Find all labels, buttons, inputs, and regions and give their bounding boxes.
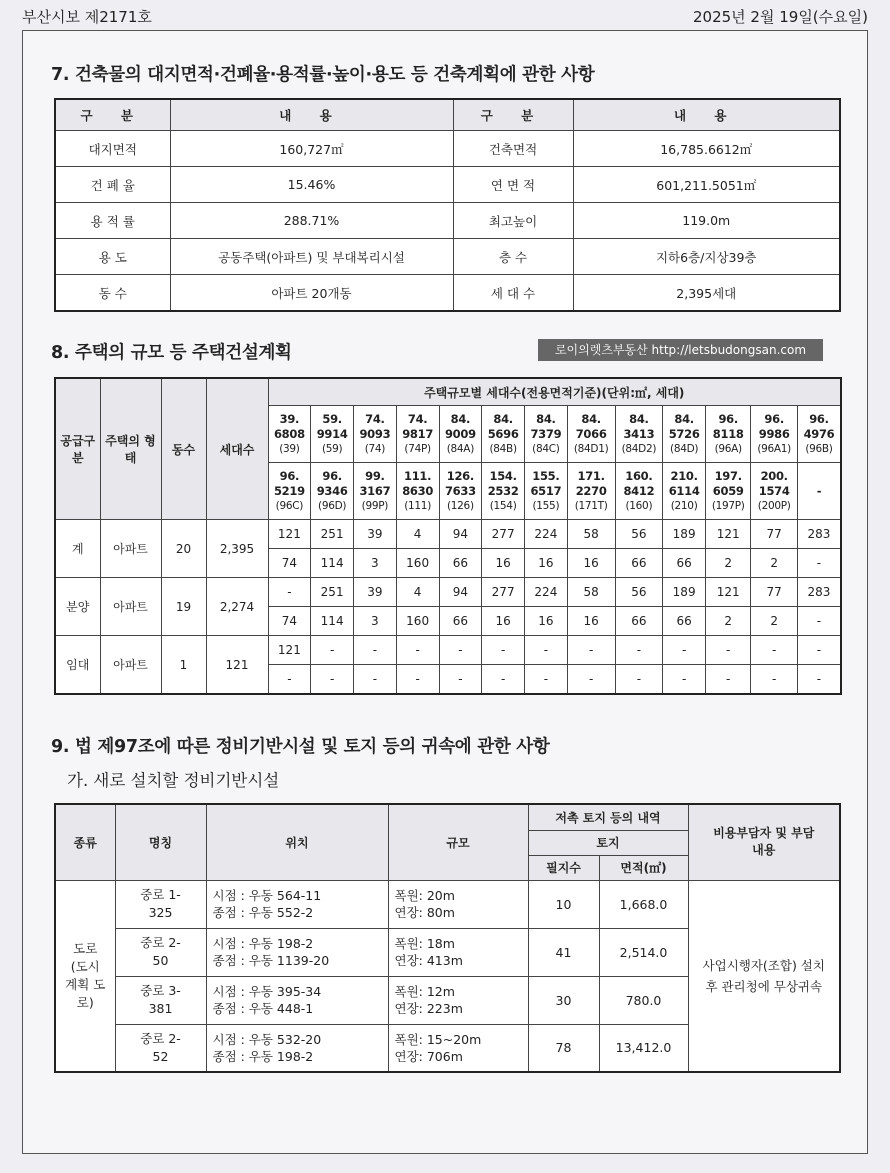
size-code: (74P) bbox=[404, 442, 431, 455]
area-header: 면적(㎡) bbox=[599, 855, 688, 880]
unit-count-cell: 189 bbox=[663, 520, 706, 549]
unit-count-cell: 224 bbox=[525, 578, 568, 607]
kind-header: 종류 bbox=[55, 804, 115, 880]
size-header-cell bbox=[525, 463, 568, 520]
unit-count-cell: 77 bbox=[751, 578, 798, 607]
size-area-dec: 8630 bbox=[402, 483, 434, 498]
cell-label: 대지면적 bbox=[55, 131, 170, 167]
size-code: (84C) bbox=[532, 442, 560, 455]
unit-count-cell: 16 bbox=[567, 607, 615, 636]
type-label: 아파트 bbox=[100, 578, 161, 636]
road-width: 폭원: 15~20m bbox=[394, 1031, 482, 1047]
size-area-dec: 8412 bbox=[623, 483, 655, 498]
size-header-cell bbox=[797, 406, 841, 463]
unit-count-cell: - bbox=[396, 665, 439, 695]
housing-scale-table bbox=[54, 377, 842, 695]
size-header-cell bbox=[482, 406, 525, 463]
road-name: 중로 2-50 bbox=[115, 928, 206, 976]
size-code: (126) bbox=[447, 499, 474, 512]
size-code: (84D) bbox=[670, 442, 699, 455]
size-area-dec: 9817 bbox=[402, 426, 434, 441]
unit-count-cell: - bbox=[615, 636, 663, 665]
unit-count-cell: 66 bbox=[439, 607, 482, 636]
unit-count-cell: - bbox=[268, 578, 311, 607]
unit-count-cell: - bbox=[354, 636, 397, 665]
unit-count-cell: 283 bbox=[797, 578, 841, 607]
unit-count-cell: 16 bbox=[482, 607, 525, 636]
size-header-cell bbox=[663, 406, 706, 463]
road-name: 중로 1-325 bbox=[115, 880, 206, 928]
unit-count-cell: - bbox=[797, 665, 841, 695]
size-area-dec: 9346 bbox=[316, 483, 348, 498]
size-code: (96B) bbox=[805, 442, 833, 455]
size-code: (99P) bbox=[361, 499, 389, 512]
size-code: (74) bbox=[364, 442, 386, 455]
size-area-int: 59. bbox=[322, 411, 342, 426]
size-area-dec: 5696 bbox=[487, 426, 519, 441]
unit-count-cell: 224 bbox=[525, 520, 568, 549]
size-header-cell bbox=[354, 406, 397, 463]
dong-header: 동수 bbox=[161, 378, 206, 520]
road-width: 폭원: 20m bbox=[394, 888, 455, 903]
supply-label: 계 bbox=[55, 520, 100, 578]
unit-count-cell: 114 bbox=[311, 607, 354, 636]
parcel-count: 78 bbox=[528, 1024, 599, 1072]
road-length: 연장: 413m bbox=[394, 953, 463, 968]
end-point: 종점 : 우동 448-1 bbox=[212, 1001, 314, 1016]
cell-value: 119.0m bbox=[573, 203, 840, 239]
unit-count-cell: 189 bbox=[663, 578, 706, 607]
cell-label: 동 수 bbox=[55, 275, 170, 312]
type-header: 주택의 형태 bbox=[100, 378, 161, 520]
size-area-int: 111. bbox=[404, 468, 432, 483]
unit-count-cell: 160 bbox=[396, 549, 439, 578]
unit-count-cell: 16 bbox=[567, 549, 615, 578]
parcel-count: 30 bbox=[528, 976, 599, 1024]
size-area-int: 84. bbox=[581, 411, 601, 426]
end-point: 종점 : 우동 198-2 bbox=[212, 1048, 314, 1064]
size-area-dec: 2532 bbox=[487, 483, 519, 498]
unit-count-cell: 4 bbox=[396, 520, 439, 549]
infrastructure-table bbox=[54, 803, 841, 1073]
col-header: 내 용 bbox=[170, 99, 453, 131]
size-header-cell bbox=[615, 406, 663, 463]
cell-label: 용 도 bbox=[55, 239, 170, 275]
unit-count-cell: 66 bbox=[615, 607, 663, 636]
unit-count-cell: 277 bbox=[482, 520, 525, 549]
size-area-int: 210. bbox=[670, 468, 698, 483]
dong-count: 20 bbox=[161, 520, 206, 578]
parcel-count: 10 bbox=[528, 880, 599, 928]
cell-label: 연 면 적 bbox=[453, 167, 573, 203]
road-location bbox=[206, 928, 388, 976]
unit-count-cell: 74 bbox=[268, 607, 311, 636]
cell-label: 세 대 수 bbox=[453, 275, 573, 312]
size-area-int: 197. bbox=[714, 468, 742, 483]
size-area-int: 84. bbox=[536, 411, 556, 426]
unit-count-cell: 251 bbox=[311, 520, 354, 549]
unit-count-cell: 2 bbox=[706, 549, 751, 578]
size-area-dec: 4976 bbox=[803, 426, 835, 441]
table-row bbox=[55, 131, 840, 167]
unit-count-cell: 74 bbox=[268, 549, 311, 578]
size-code: (59) bbox=[321, 442, 343, 455]
unit-count-cell: 2 bbox=[751, 607, 798, 636]
start-point: 시점 : 우동 564-11 bbox=[212, 888, 322, 903]
gazette-issue: 부산시보 제2171호 bbox=[22, 8, 152, 26]
unit-count-cell: 4 bbox=[396, 578, 439, 607]
size-area-int: 126. bbox=[446, 468, 474, 483]
dong-count: 1 bbox=[161, 636, 206, 695]
land-area: 2,514.0 bbox=[599, 928, 688, 976]
table-row bbox=[55, 520, 841, 549]
size-header-cell bbox=[439, 406, 482, 463]
unit-count-cell: - bbox=[567, 636, 615, 665]
cell-value: 288.71% bbox=[170, 203, 453, 239]
size-code: (111) bbox=[404, 499, 431, 512]
size-area-int: 99. bbox=[365, 468, 385, 483]
unit-count-cell: - bbox=[311, 636, 354, 665]
size-area-dec: 1574 bbox=[758, 483, 790, 498]
size-area-dec: 7066 bbox=[575, 426, 607, 441]
cell-value: 160,727㎡ bbox=[170, 131, 453, 167]
size-area-int: 84. bbox=[674, 411, 694, 426]
cell-label: 용 적 률 bbox=[55, 203, 170, 239]
end-point: 종점 : 우동 1139-20 bbox=[212, 953, 330, 968]
size-code: (96C) bbox=[275, 499, 304, 512]
unit-count-cell: 66 bbox=[663, 607, 706, 636]
section-7-title: 7. 건축물의 대지면적·건폐율·용적률·높이·용도 등 건축계획에 관한 사항 bbox=[51, 65, 595, 85]
size-area-dec: 6517 bbox=[530, 483, 562, 498]
name-header: 명칭 bbox=[115, 804, 206, 880]
size-area-int: 74. bbox=[407, 411, 428, 426]
road-scale bbox=[388, 1024, 528, 1072]
unit-count-cell: - bbox=[797, 549, 841, 578]
land-area: 13,412.0 bbox=[599, 1024, 688, 1072]
unit-count-cell: 2 bbox=[706, 607, 751, 636]
type-label: 아파트 bbox=[100, 520, 161, 578]
table-row bbox=[55, 239, 840, 275]
road-name: 중로 3-381 bbox=[115, 976, 206, 1024]
unit-count-cell: 77 bbox=[751, 520, 798, 549]
size-area-int: 39. bbox=[279, 411, 300, 426]
size-header-cell bbox=[311, 463, 354, 520]
table-row bbox=[55, 578, 841, 607]
parcels-header: 필지수 bbox=[528, 855, 599, 880]
unit-count-cell: 121 bbox=[706, 578, 751, 607]
size-header-cell bbox=[311, 406, 354, 463]
unit-count-cell: 160 bbox=[396, 607, 439, 636]
road-scale bbox=[388, 928, 528, 976]
unit-count-cell: 16 bbox=[525, 549, 568, 578]
size-header-cell bbox=[663, 463, 706, 520]
road-length: 연장: 223m bbox=[394, 1001, 463, 1016]
cell-value: 공동주택(아파트) 및 부대복리시설 bbox=[170, 239, 453, 275]
unit-count-cell: 16 bbox=[525, 607, 568, 636]
size-area-int: 96. bbox=[718, 411, 738, 426]
unit-count-cell: 16 bbox=[482, 549, 525, 578]
cell-value: 2,395세대 bbox=[573, 275, 840, 312]
size-area-int: 171. bbox=[577, 468, 605, 483]
size-code: (155) bbox=[532, 499, 560, 512]
road-width: 폭원: 18m bbox=[394, 936, 455, 951]
section-9-title: 9. 법 제97조에 따른 정비기반시설 및 토지 등의 귀속에 관한 사항 bbox=[51, 737, 550, 757]
size-code: (84B) bbox=[489, 442, 517, 455]
cell-value: 15.46% bbox=[170, 167, 453, 203]
cell-value: 601,211.5051㎡ bbox=[573, 167, 840, 203]
table-row bbox=[55, 167, 840, 203]
road-name: 중로 2-52 bbox=[115, 1024, 206, 1072]
unit-count-cell: 121 bbox=[268, 636, 311, 665]
cell-label: 건축면적 bbox=[453, 131, 573, 167]
unit-count-cell: - bbox=[706, 636, 751, 665]
scale-header: 규모 bbox=[388, 804, 528, 880]
size-code: (84D2) bbox=[621, 442, 657, 455]
size-header-cell bbox=[751, 406, 798, 463]
unit-count-cell: 39 bbox=[354, 520, 397, 549]
facility-kind: 도로 (도시 계획 도로) bbox=[55, 880, 115, 1072]
unit-count-cell: 3 bbox=[354, 549, 397, 578]
watermark-badge: 로이의렛츠부동산 http://letsbudongsan.com bbox=[538, 339, 823, 361]
size-area-dec: 6808 bbox=[273, 426, 305, 441]
cell-value: 지하6층/지상39층 bbox=[573, 239, 840, 275]
size-area-int: - bbox=[816, 483, 822, 498]
size-code: (154) bbox=[489, 499, 517, 512]
size-area-dec: 2270 bbox=[575, 483, 607, 498]
unit-count-cell: 66 bbox=[663, 549, 706, 578]
road-scale bbox=[388, 880, 528, 928]
size-area-dec: 9093 bbox=[359, 426, 391, 441]
unit-count-cell: 121 bbox=[706, 520, 751, 549]
unit-count-cell: 277 bbox=[482, 578, 525, 607]
size-area-int: 96. bbox=[322, 468, 342, 483]
cell-label: 건 폐 율 bbox=[55, 167, 170, 203]
units-header: 세대수 bbox=[206, 378, 268, 520]
size-code: (84D1) bbox=[573, 442, 609, 455]
col-header: 구 분 bbox=[453, 99, 573, 131]
size-header-cell bbox=[797, 463, 841, 520]
scale-header: 주택규모별 세대수(전용면적기준)(단위:㎡, 세대) bbox=[268, 378, 841, 406]
unit-count-cell: 39 bbox=[354, 578, 397, 607]
size-area-dec: 9009 bbox=[444, 426, 476, 441]
cell-label: 최고높이 bbox=[453, 203, 573, 239]
unit-count-cell: 2 bbox=[751, 549, 798, 578]
size-area-int: 84. bbox=[493, 411, 513, 426]
page-header bbox=[22, 6, 868, 28]
unit-count-cell: - bbox=[751, 665, 798, 695]
road-length: 연장: 80m bbox=[394, 905, 455, 920]
size-area-int: 84. bbox=[450, 411, 471, 426]
size-code: (84A) bbox=[446, 442, 474, 455]
size-header-cell bbox=[525, 406, 568, 463]
col-header: 내 용 bbox=[573, 99, 840, 131]
size-code: (197P) bbox=[711, 499, 745, 512]
size-header-cell bbox=[706, 406, 751, 463]
supply-header: 공급구분 bbox=[55, 378, 100, 520]
cell-value: 16,785.6612㎡ bbox=[573, 131, 840, 167]
size-area-int: 96. bbox=[279, 468, 300, 483]
size-area-dec: 3413 bbox=[623, 426, 655, 441]
table-row bbox=[55, 880, 840, 928]
start-point: 시점 : 우동 532-20 bbox=[212, 1031, 322, 1047]
unit-count-cell: 56 bbox=[615, 520, 663, 549]
unit-count-cell: 66 bbox=[439, 549, 482, 578]
road-location bbox=[206, 880, 388, 928]
size-header-cell bbox=[268, 463, 311, 520]
units-count: 121 bbox=[206, 636, 268, 695]
building-plan-table bbox=[54, 98, 841, 312]
size-code: (39) bbox=[279, 442, 300, 455]
size-header-cell bbox=[396, 463, 439, 520]
size-area-int: 155. bbox=[532, 468, 560, 483]
road-location bbox=[206, 1024, 388, 1072]
size-code: (96A) bbox=[714, 442, 742, 455]
unit-count-cell: - bbox=[482, 665, 525, 695]
unit-count-cell: - bbox=[797, 636, 841, 665]
size-area-dec: 7379 bbox=[530, 426, 562, 441]
parcel-count: 41 bbox=[528, 928, 599, 976]
land-header: 토지 bbox=[528, 830, 688, 855]
type-label: 아파트 bbox=[100, 636, 161, 695]
unit-count-cell: 58 bbox=[567, 578, 615, 607]
unit-count-cell: 114 bbox=[311, 549, 354, 578]
size-area-dec: 7633 bbox=[444, 483, 476, 498]
unit-count-cell: - bbox=[751, 636, 798, 665]
size-header-cell bbox=[354, 463, 397, 520]
unit-count-cell: 251 bbox=[311, 578, 354, 607]
size-header-cell bbox=[751, 463, 798, 520]
unit-count-cell: - bbox=[567, 665, 615, 695]
cost-bearer: 사업시행자(조합) 설치 후 관리청에 무상귀속 bbox=[688, 880, 840, 1072]
unit-count-cell: - bbox=[354, 665, 397, 695]
size-code: (171T) bbox=[574, 499, 608, 512]
units-count: 2,395 bbox=[206, 520, 268, 578]
size-code: (200P) bbox=[757, 499, 791, 512]
document-page bbox=[22, 30, 868, 1154]
unit-count-cell: 56 bbox=[615, 578, 663, 607]
size-header-cell bbox=[567, 463, 615, 520]
size-code: (160) bbox=[625, 499, 653, 512]
units-count: 2,274 bbox=[206, 578, 268, 636]
land-area: 1,668.0 bbox=[599, 880, 688, 928]
end-point: 종점 : 우동 552-2 bbox=[212, 905, 314, 920]
size-area-int: 200. bbox=[760, 468, 788, 483]
unit-count-cell: 58 bbox=[567, 520, 615, 549]
size-area-dec: 6114 bbox=[668, 483, 700, 498]
size-area-int: 84. bbox=[629, 411, 649, 426]
table-row bbox=[55, 636, 841, 665]
supply-label: 임대 bbox=[55, 636, 100, 695]
size-code: (96A1) bbox=[757, 442, 791, 455]
size-code: (210) bbox=[670, 499, 698, 512]
road-location bbox=[206, 976, 388, 1024]
location-header: 위치 bbox=[206, 804, 388, 880]
size-header-cell bbox=[706, 463, 751, 520]
unit-count-cell: - bbox=[439, 636, 482, 665]
unit-count-cell: - bbox=[525, 665, 568, 695]
unit-count-cell: - bbox=[615, 665, 663, 695]
land-area: 780.0 bbox=[599, 976, 688, 1024]
size-area-int: 96. bbox=[809, 411, 829, 426]
section-8-title: 8. 주택의 규모 등 주택건설계획 bbox=[51, 343, 292, 363]
unit-count-cell: - bbox=[706, 665, 751, 695]
cell-value: 아파트 20개동 bbox=[170, 275, 453, 312]
unit-count-cell: - bbox=[663, 665, 706, 695]
unit-count-cell: - bbox=[482, 636, 525, 665]
size-header-cell bbox=[482, 463, 525, 520]
unit-count-cell: - bbox=[663, 636, 706, 665]
table-row bbox=[55, 275, 840, 312]
unit-count-cell: - bbox=[396, 636, 439, 665]
unit-count-cell: 3 bbox=[354, 607, 397, 636]
cost-header: 비용부담자 및 부담내용 bbox=[688, 804, 840, 880]
size-area-int: 74. bbox=[365, 411, 385, 426]
road-scale bbox=[388, 976, 528, 1024]
size-area-dec: 9986 bbox=[758, 426, 790, 441]
size-header-cell bbox=[615, 463, 663, 520]
unit-count-cell: 94 bbox=[439, 520, 482, 549]
dong-count: 19 bbox=[161, 578, 206, 636]
size-header-cell bbox=[439, 463, 482, 520]
cell-label: 층 수 bbox=[453, 239, 573, 275]
unit-count-cell: - bbox=[797, 607, 841, 636]
size-area-dec: 3167 bbox=[359, 483, 391, 498]
unit-count-cell: 283 bbox=[797, 520, 841, 549]
size-area-int: 96. bbox=[764, 411, 784, 426]
size-code: (96D) bbox=[318, 499, 347, 512]
section-9-subtitle: 가. 새로 설치할 정비기반시설 bbox=[67, 771, 280, 790]
start-point: 시점 : 우동 198-2 bbox=[212, 936, 314, 951]
size-header-cell bbox=[567, 406, 615, 463]
road-width: 폭원: 12m bbox=[394, 984, 455, 999]
unit-count-cell: - bbox=[311, 665, 354, 695]
unit-count-cell: 121 bbox=[268, 520, 311, 549]
gazette-date: 2025년 2월 19일(수요일) bbox=[693, 8, 868, 26]
size-area-dec: 6059 bbox=[712, 483, 744, 498]
size-area-int: 154. bbox=[489, 468, 517, 483]
size-area-dec: 9914 bbox=[316, 426, 348, 441]
supply-label: 분양 bbox=[55, 578, 100, 636]
col-header: 구 분 bbox=[55, 99, 170, 131]
size-area-int: 160. bbox=[625, 468, 653, 483]
size-area-dec: 5219 bbox=[273, 483, 305, 498]
size-header-cell bbox=[396, 406, 439, 463]
unit-count-cell: 94 bbox=[439, 578, 482, 607]
unit-count-cell: - bbox=[439, 665, 482, 695]
road-length: 연장: 706m bbox=[394, 1048, 463, 1064]
size-area-dec: 5726 bbox=[668, 426, 700, 441]
unit-count-cell: 66 bbox=[615, 549, 663, 578]
size-header-cell bbox=[268, 406, 311, 463]
unit-count-cell: - bbox=[268, 665, 311, 695]
table-row bbox=[55, 203, 840, 239]
size-area-dec: 8118 bbox=[712, 426, 744, 441]
land-detail-header: 저촉 토지 등의 내역 bbox=[528, 804, 688, 830]
unit-count-cell: - bbox=[525, 636, 568, 665]
start-point: 시점 : 우동 395-34 bbox=[212, 984, 322, 999]
